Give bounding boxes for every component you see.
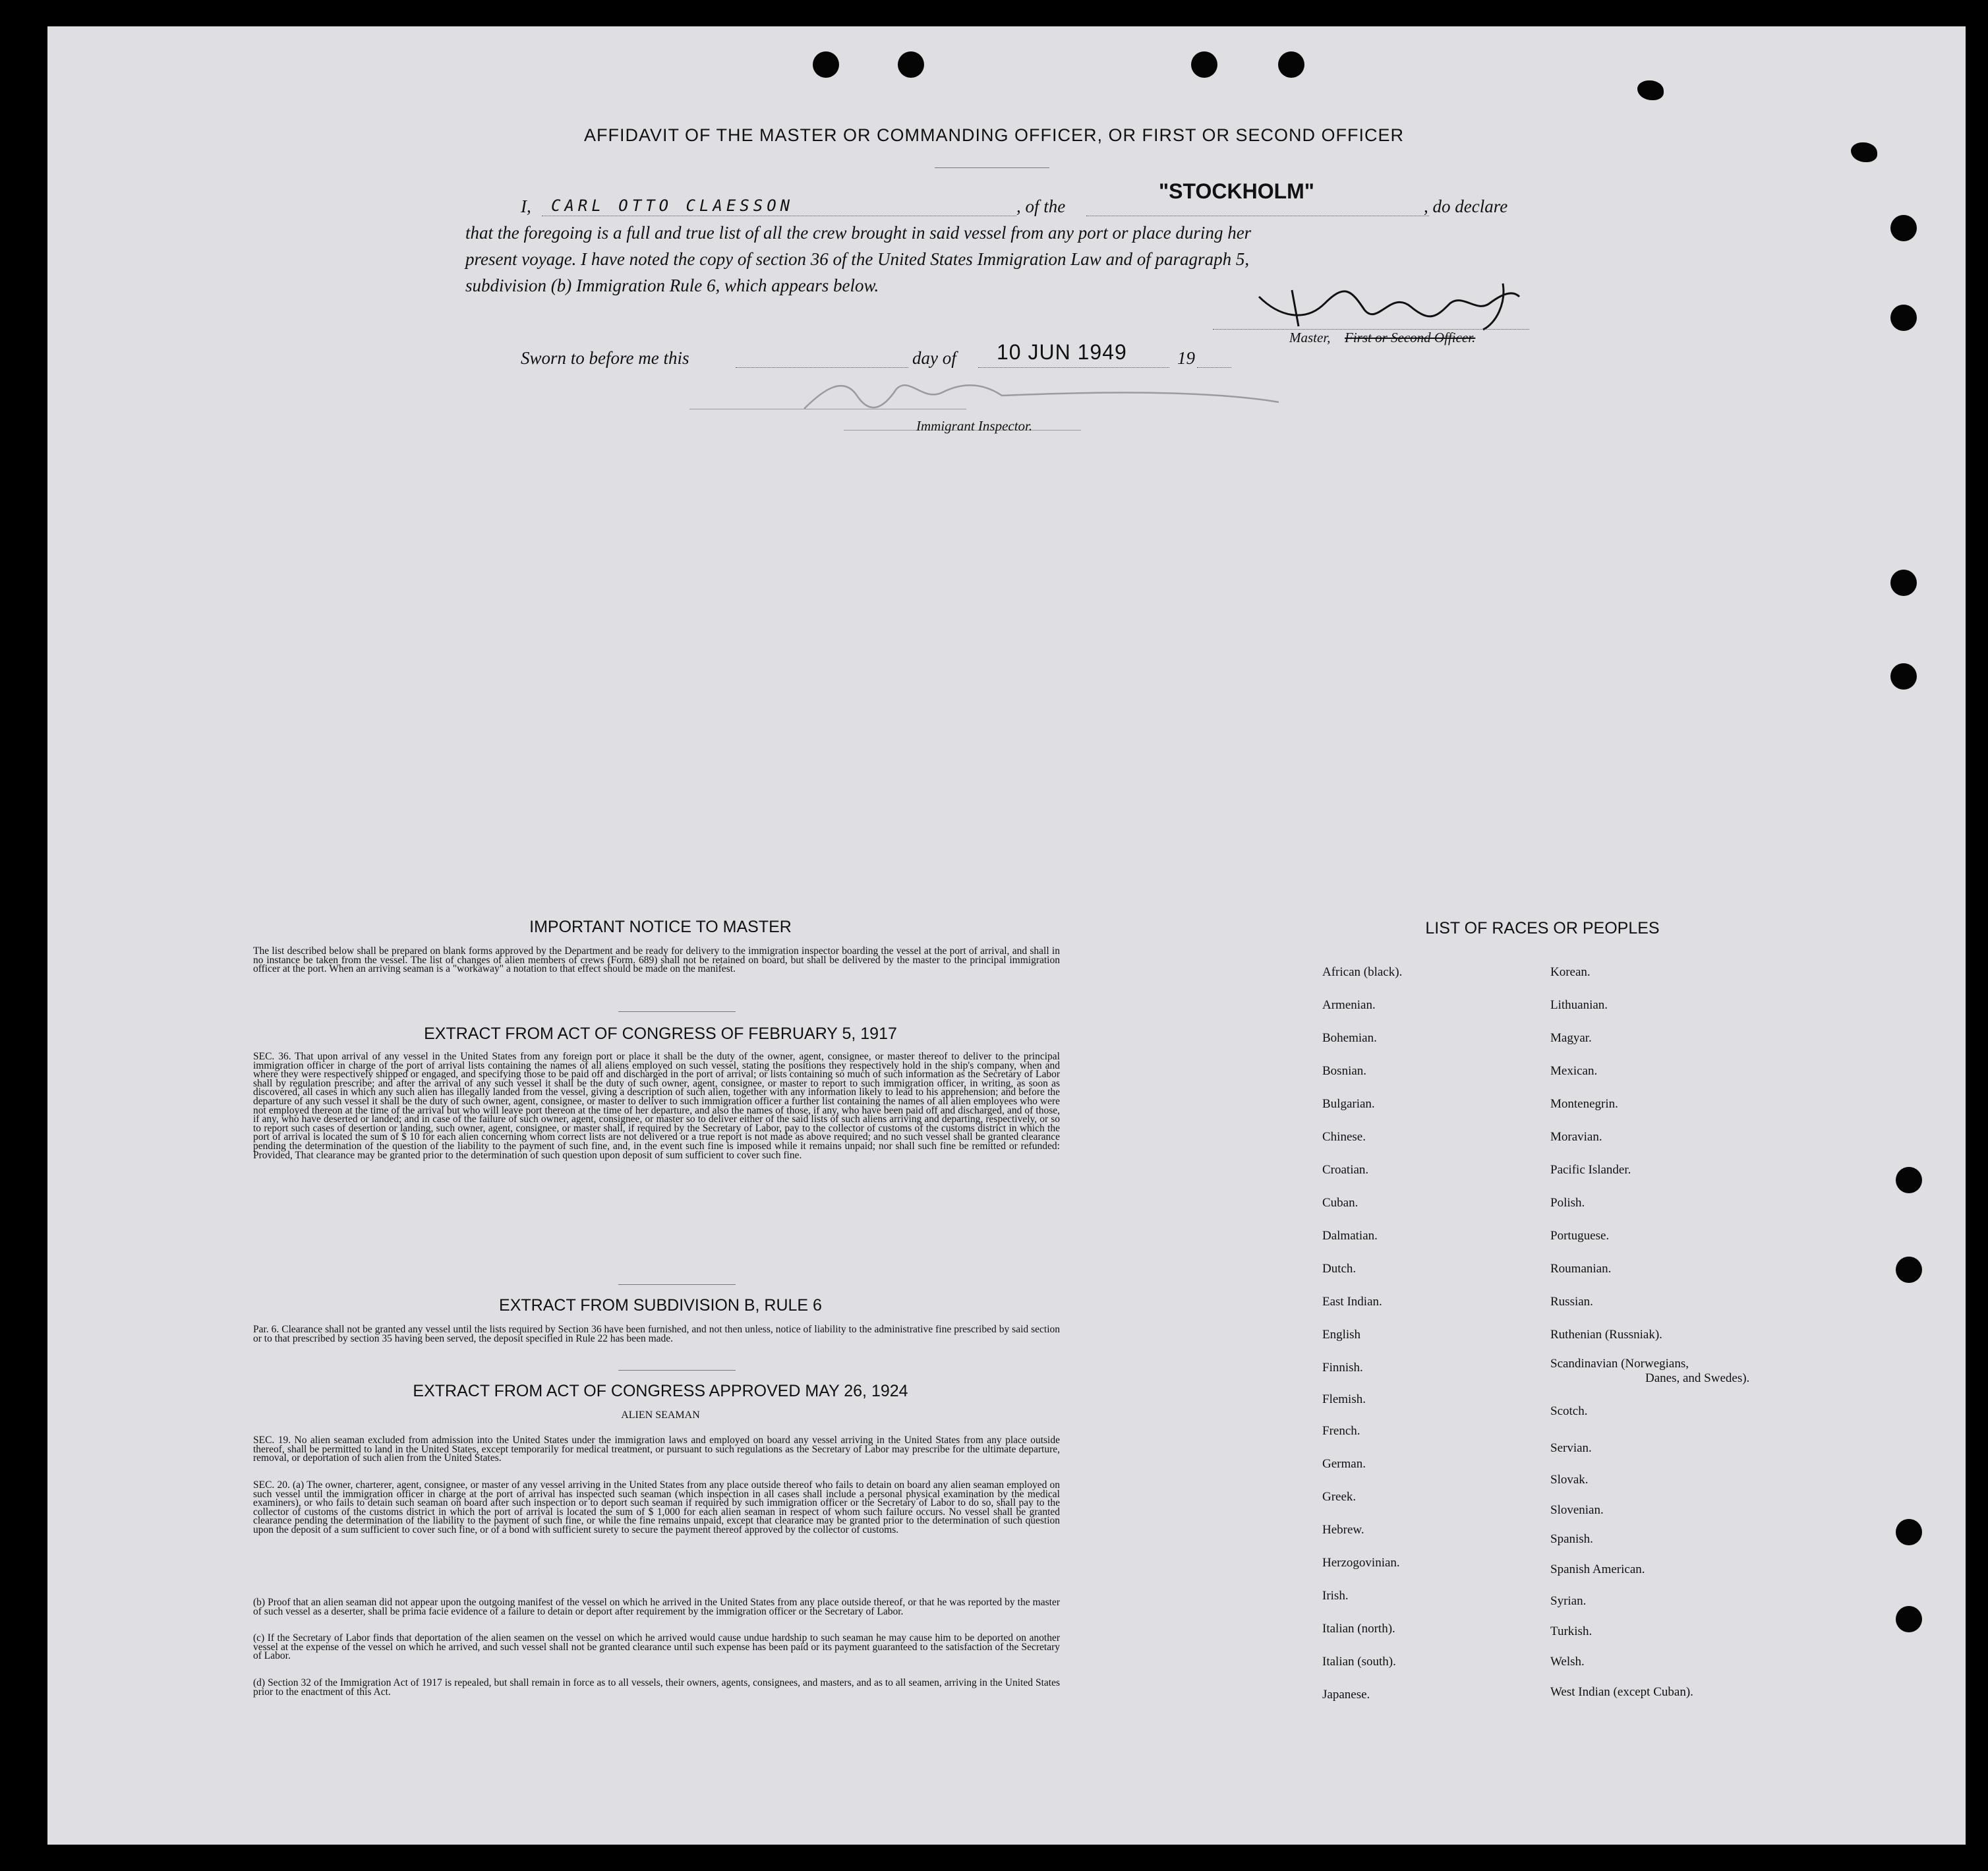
race-item: Armenian. bbox=[1322, 998, 1376, 1012]
notice-heading: IMPORTANT NOTICE TO MASTER bbox=[529, 918, 792, 936]
race-item: Italian (north). bbox=[1322, 1622, 1395, 1636]
race-item: Herzogovinian. bbox=[1322, 1556, 1400, 1570]
race-item: Roumanian. bbox=[1550, 1262, 1612, 1276]
punch-hole bbox=[1896, 1606, 1922, 1632]
race-item: Magyar. bbox=[1550, 1031, 1592, 1045]
race-item: Turkish. bbox=[1550, 1624, 1593, 1638]
race-item: Hebrew. bbox=[1322, 1523, 1364, 1537]
race-item: Spanish. bbox=[1550, 1532, 1593, 1546]
race-item: Bosnian. bbox=[1322, 1064, 1367, 1078]
race-item: Montenegrin. bbox=[1550, 1097, 1618, 1111]
rule-6-body: Par. 6. Clearance shall not be granted any vessel until the lists required by Section 36 have been furnished, and not then unless, notice of liability to the administrative fine prescribed by said section or to that prescribed by section 35 having been served, the deposit specified in Rule 22 has been made. bbox=[253, 1324, 1060, 1344]
race-item: Moravian. bbox=[1550, 1130, 1602, 1144]
punch-hole bbox=[1896, 1257, 1922, 1283]
race-item: Pacific Islander. bbox=[1550, 1163, 1631, 1177]
race-item: German. bbox=[1322, 1457, 1366, 1471]
race-item: English bbox=[1322, 1328, 1361, 1342]
race-item: Italian (south). bbox=[1322, 1655, 1396, 1669]
extract-1924-sec20b: (b) Proof that an alien seaman did not appear upon the outgoing manifest of the vessel on which he arrived in the United States from any place outside thereof, or that he was reported by the master of such vessel as a deserter, shall be prima facie evidence of a failure to detain or deport after requirement by the immigration officer or the Secretary of Labor. bbox=[253, 1597, 1060, 1617]
race-item: Scotch. bbox=[1550, 1404, 1588, 1418]
sworn-label: Sworn to before me this bbox=[521, 348, 689, 368]
race-item: Japanese. bbox=[1322, 1688, 1370, 1702]
race-item: Lithuanian. bbox=[1550, 998, 1608, 1012]
affidavit-line-4: subdivision (b) Immigration Rule 6, which appears below. bbox=[465, 276, 879, 295]
extract-1924-heading: EXTRACT FROM ACT OF CONGRESS APPROVED MAY 26, 1924 bbox=[413, 1382, 908, 1400]
year-fill-line bbox=[1197, 367, 1231, 368]
divider bbox=[618, 1370, 736, 1371]
race-item: Finnish. bbox=[1322, 1361, 1363, 1375]
race-item: Bohemian. bbox=[1322, 1031, 1377, 1045]
vessel-name: "STOCKHOLM" bbox=[1159, 179, 1314, 203]
race-item: Ruthenian (Russniak). bbox=[1550, 1328, 1662, 1342]
inspector-caption: Immigrant Inspector. bbox=[916, 418, 1033, 434]
race-item: Bulgarian. bbox=[1322, 1097, 1375, 1111]
divider bbox=[618, 1011, 736, 1012]
master-caption: Master, bbox=[1289, 330, 1331, 345]
do-declare-label: , do declare bbox=[1424, 196, 1508, 216]
race-item: Polish. bbox=[1550, 1196, 1585, 1210]
race-item: Dutch. bbox=[1322, 1262, 1357, 1276]
divider bbox=[618, 1284, 736, 1285]
race-item: Cuban. bbox=[1322, 1196, 1359, 1210]
race-item: Russian. bbox=[1550, 1295, 1593, 1309]
punch-hole bbox=[1890, 215, 1917, 241]
race-item: Croatian. bbox=[1322, 1163, 1369, 1177]
punch-hole bbox=[813, 51, 839, 78]
extract-1924-sec19: SEC. 19. No alien seaman excluded from admission into the United States under the immigration laws and employed on board any vessel arriving in the United States from any place outside thereof, shall be permitted to land in the United States, except temporarily for medical treatment, or pursuant to such regulations as the Secretary of Labor may prescribe for the ultimate departure, removal, or deportation of such alien from the United States. bbox=[253, 1435, 1060, 1464]
extract-1917-heading: EXTRACT FROM ACT OF CONGRESS OF FEBRUARY 5, 1917 bbox=[424, 1025, 897, 1043]
race-item: Danes, and Swedes). bbox=[1645, 1371, 1750, 1385]
race-item: Greek. bbox=[1322, 1490, 1357, 1504]
master-name: CARL OTTO CLAESSON bbox=[551, 196, 794, 215]
punch-hole bbox=[1890, 305, 1917, 331]
race-item: Welsh. bbox=[1550, 1655, 1585, 1669]
of-the-label: , of the bbox=[1016, 196, 1066, 216]
race-item: Syrian. bbox=[1550, 1594, 1587, 1608]
vessel-fill-line bbox=[1086, 215, 1429, 216]
race-item: Spanish American. bbox=[1550, 1562, 1645, 1576]
race-item: Chinese. bbox=[1322, 1130, 1366, 1144]
master-signature bbox=[1252, 277, 1529, 336]
race-item: Servian. bbox=[1550, 1441, 1592, 1455]
extract-1917-body: SEC. 36. That upon arrival of any vessel in the United States from any foreign port or place it shall be the duty of the owner, agent, consignee, or master thereof to deliver to the principal immigration officer in charge of the port of arrival lists containing the names of all aliens employed on such vessel, stating the positions they respectively hold in the ship's company, when and where they were respectively shipped or engaged, and specifying those to be paid off and discharged in the port of arrival; or lists containing so much of such information as the Secretary of Labor shall by regulation prescribe; and after the arrival of any such vessel it shall be the duty of such owner, agent, consignee, or master to report to such immigration officer, in writing, as soon as discovered, all cases in which any such alien has illegally landed from the vessel, giving a description of such alien, together with any information likely to lead to his apprehension; and before the departure of any such vessel it shall be the duty of such owner, agent, consignee, or master to deliver to such immigration officer a further list containing the names of all alien employees who were not employed thereon at the time of the arrival but who will leave port thereon at the time of her departure, and also the names of those, if any, who have been paid off and discharged, and of those, if any, who have deserted or landed; and in case of the failure of such owner, agent, consignee, or master so to deliver either of the said lists of such aliens arriving and departing, respectively, or so to report such cases of desertion or landing, such owner, agent, consignee, or master shall, if required by the Secretary of Labor, pay to the collector of customs of the customs district in which the port of arrival is located the sum of $ 10 for each alien concerning whom correct lists are not delivered or a true report is not made as above required; and no such vessel shall be granted clearance pending the determination of the question of the liability to the payment of such fine, and, in the event such fine is imposed while it remains unpaid; nor shall such fine be remitted or refunded: Provided, That clearance may be granted prior to the determination of such question upon deposit of sum sufficient to cover such fine. bbox=[253, 1051, 1060, 1161]
race-item: Portuguese. bbox=[1550, 1229, 1610, 1243]
punch-hole bbox=[1278, 51, 1304, 78]
race-item: Flemish. bbox=[1322, 1392, 1366, 1406]
punch-hole bbox=[1890, 663, 1917, 690]
race-item: African (black). bbox=[1322, 965, 1403, 979]
punch-hole bbox=[1896, 1519, 1922, 1545]
race-item: Irish. bbox=[1322, 1589, 1349, 1603]
race-item: East Indian. bbox=[1322, 1295, 1382, 1309]
affidavit-title: AFFIDAVIT OF THE MASTER OR COMMANDING OFFICER, OR FIRST OR SECOND OFFICER bbox=[583, 125, 1405, 145]
punch-hole bbox=[1896, 1167, 1922, 1193]
punch-hole bbox=[1890, 570, 1917, 596]
race-item: Korean. bbox=[1550, 965, 1591, 979]
race-item: West Indian (except Cuban). bbox=[1550, 1685, 1693, 1699]
officer-caption: First or Second Officer. bbox=[1345, 330, 1476, 345]
date-fill-line bbox=[978, 367, 1169, 368]
name-fill-line bbox=[542, 215, 1016, 216]
extract-1924-sec20c: (c) If the Secretary of Labor finds that deportation of the alien seamen on the vessel on which he arrived would cause undue hardship to such seaman he may cause him to be deported on another vessel at the expense of the vessel on which he arrived, and such vessel shall not be granted clearance until such expense has been paid or its payment guaranteed to the satisfaction of the Secretary of Labor. bbox=[253, 1632, 1060, 1662]
race-item: Slovak. bbox=[1550, 1473, 1589, 1487]
race-item: French. bbox=[1322, 1424, 1360, 1438]
race-item: Mexican. bbox=[1550, 1064, 1598, 1078]
extract-1924-sec20a: SEC. 20. (a) The owner, charterer, agent, consignee, or master of any vessel arriving in the United States from any place outside thereof who fails to detain on board any alien seaman employed on such vessel until the immigration officer in charge at the port of arrival has inspected such seaman (which inspection in all cases shall include a personal physical examination by the medical examiners), or who fails to detain such seaman on board after such inspection or to deport such seaman if required by such immigration officer or the Secretary of Labor to do so, shall pay to the collector of customs of the customs district in which the port of arrival is located the sum of $ 1,000 for each alien seaman in respect of whom such failure occurs. No vessel shall be granted clearance pending the determination of the liability to the payment of such fine, or while the fine remains unpaid, except that clearance may be granted prior to the determination of such question upon the deposit of a sum sufficient to cover such fine, or of a bond with sufficient surety to secure the payment thereof approved by the collector of customs. bbox=[253, 1479, 1060, 1535]
affidavit-line-2: that the foregoing is a full and true list of all the crew brought in said vessel from any port or place during her bbox=[465, 223, 1252, 243]
notice-body: The list described below shall be prepared on blank forms approved by the Department and be ready for delivery to the immigration inspector boarding the vessel at the port of arrival, and shall in no instance be taken from the vessel. The list of changes of alien members of crews (Form. 689) shall not be retained on board, but shall be delivered by the master to the principal immigration officer at the port. When an arriving seaman is a "workaway" a notation to that effect should be made on the manifest. bbox=[253, 945, 1060, 975]
i-prefix: I, bbox=[521, 196, 531, 216]
divider bbox=[935, 167, 1049, 168]
day-of-label: day of bbox=[912, 348, 956, 368]
rule-6-heading: EXTRACT FROM SUBDIVISION B, RULE 6 bbox=[499, 1296, 822, 1315]
sworn-fill-line bbox=[736, 367, 908, 368]
race-item: Slovenian. bbox=[1550, 1503, 1604, 1517]
punch-hole bbox=[898, 51, 924, 78]
punch-hole bbox=[1191, 51, 1217, 78]
date-stamp: 10 JUN 1949 bbox=[997, 340, 1127, 364]
races-heading: LIST OF RACES OR PEOPLES bbox=[1425, 919, 1660, 937]
race-item: Scandinavian (Norwegians, bbox=[1550, 1357, 1689, 1371]
affidavit-line-3: present voyage. I have noted the copy of section 36 of the United States Immigration Law and of paragraph 5, bbox=[465, 249, 1250, 269]
extract-1924-subheading: ALIEN SEAMAN bbox=[621, 1410, 700, 1421]
year-prefix: 19 bbox=[1177, 348, 1195, 368]
inspector-signature bbox=[686, 369, 1279, 422]
extract-1924-sec20d: (d) Section 32 of the Immigration Act of 1917 is repealed, but shall remain in force as to all vessels, their owners, agents, consignees, and masters, and as to all seamen, arriving in the United States prior to the enactment of this Act. bbox=[253, 1677, 1060, 1698]
race-item: Dalmatian. bbox=[1322, 1229, 1378, 1243]
